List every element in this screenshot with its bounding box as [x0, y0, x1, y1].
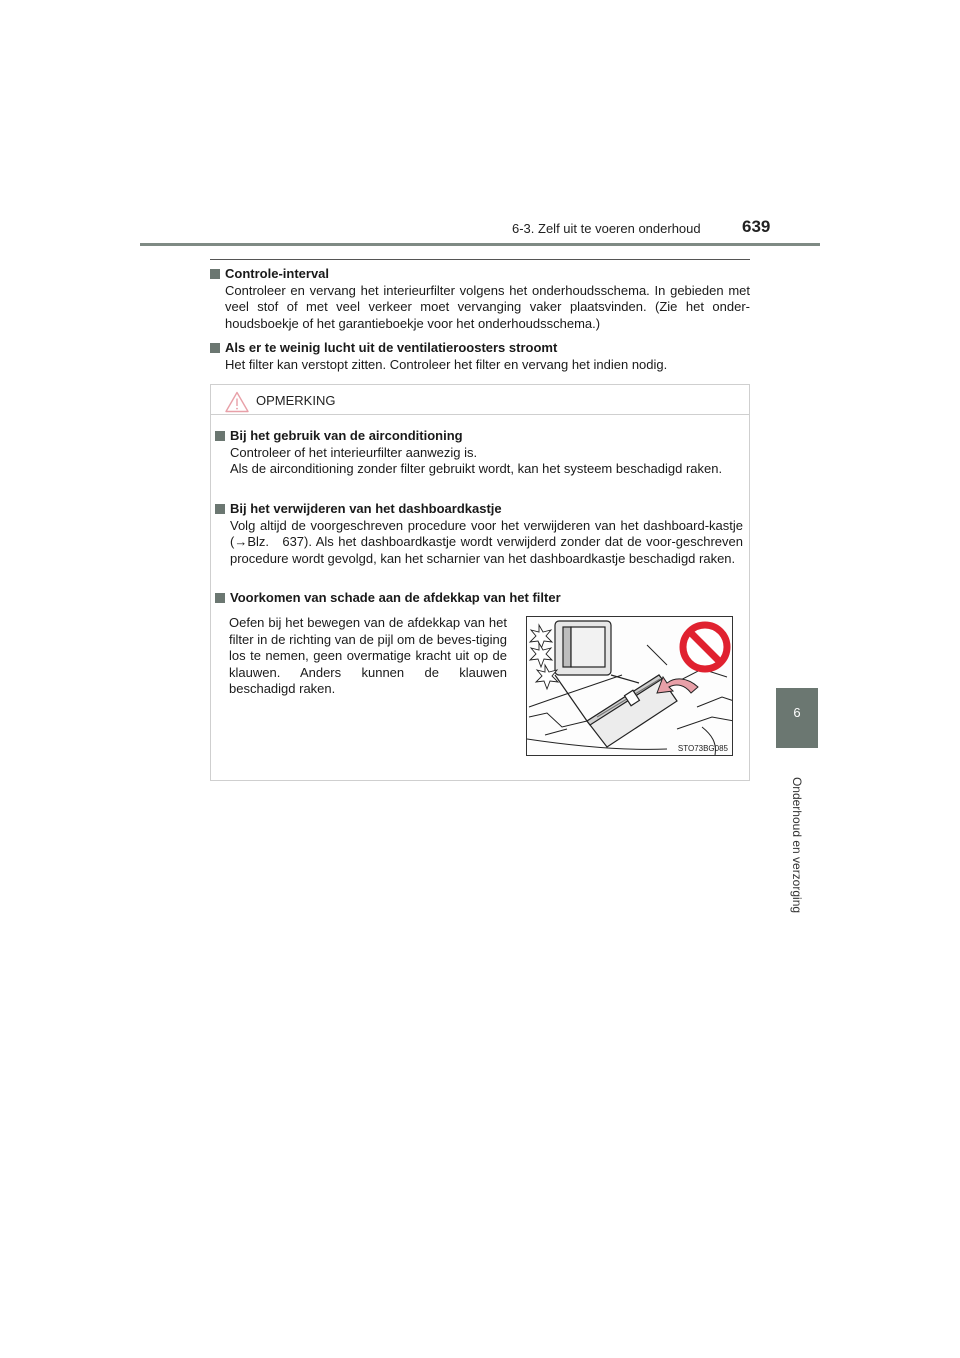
notice-item-body: Volg altijd de voorgeschreven procedure voor het verwijderen van het dashboard-kastje (→Blz. 637). Als het dashboardkastje wordt verwijderd zonder dat de voor-geschreven procedure wordt gevolgd, kan het scharnier van het dashboardkastje beschadigd raken.	[230, 517, 743, 566]
notice-item-dashboardkastje	[213, 501, 743, 567]
prohibited-icon	[683, 625, 727, 669]
chapter-title: Onderhoud en verzorging	[790, 776, 804, 914]
figure-code: STO73BG085	[677, 744, 728, 753]
notice-title: OPMERKING	[256, 393, 336, 408]
section-ventilation	[210, 340, 750, 373]
section-controle-interval	[210, 266, 750, 332]
illustration-drawing	[527, 617, 733, 756]
notice-item-line2: Als de airconditioning zonder filter gebruikt wordt, kan het systeem beschadigd raken.	[230, 461, 723, 476]
filter-cover-illustration	[526, 616, 733, 756]
section-body: Het filter kan verstopt zitten. Controleer het filter en vervang het indien nodig.	[225, 356, 668, 372]
figure-caption-text: Oefen bij het bewegen van de afdekkap van het filter in de richting van de pijl om de beves-tiging los te nemen, geen overmatige kracht uit op de klauwen. Anders kunnen de klauwen beschadigd raken.	[229, 615, 507, 696]
chapter-tab	[776, 688, 818, 748]
bullet-square-icon	[215, 504, 225, 514]
notice-item-airco	[213, 428, 743, 478]
notice-item-title: Bij het gebruik van de airconditioning	[230, 428, 463, 443]
bullet-square-icon	[215, 593, 225, 603]
section-title: Als er te weinig lucht uit de ventilatieroosters stroomt	[225, 340, 558, 355]
bullet-square-icon	[210, 269, 220, 279]
arrow-icon	[657, 677, 698, 693]
section-title: Controle-interval	[225, 266, 330, 281]
notice-item-line1: Controleer of het interieurfilter aanwezig is.	[230, 444, 478, 460]
section-body: Controleer en vervang het interieurfilter volgens het onderhoudsschema. In gebieden met veel stof of met veel verkeer moet vervanging vaker plaatsvinden. (Zie het onder-houdsboekje of het garantieboekje voor het onderhoudsschema.)	[225, 282, 750, 331]
notice-header	[211, 385, 749, 415]
page-number: 639	[742, 217, 771, 236]
bullet-square-icon	[215, 431, 225, 441]
bullet-square-icon	[210, 343, 220, 353]
chapter-number: 6	[793, 705, 801, 720]
header-section-title: 6-3. Zelf uit te voeren onderhoud	[512, 221, 701, 236]
notice-item-afdekkap	[213, 590, 743, 607]
notice-item-title: Voorkomen van schade aan de afdekkap van het filter	[230, 590, 561, 605]
header-divider	[140, 243, 820, 246]
content-top-rule	[210, 259, 750, 260]
warning-triangle-icon	[225, 391, 249, 413]
notice-item-title: Bij het verwijderen van het dashboardkastje	[230, 501, 502, 516]
